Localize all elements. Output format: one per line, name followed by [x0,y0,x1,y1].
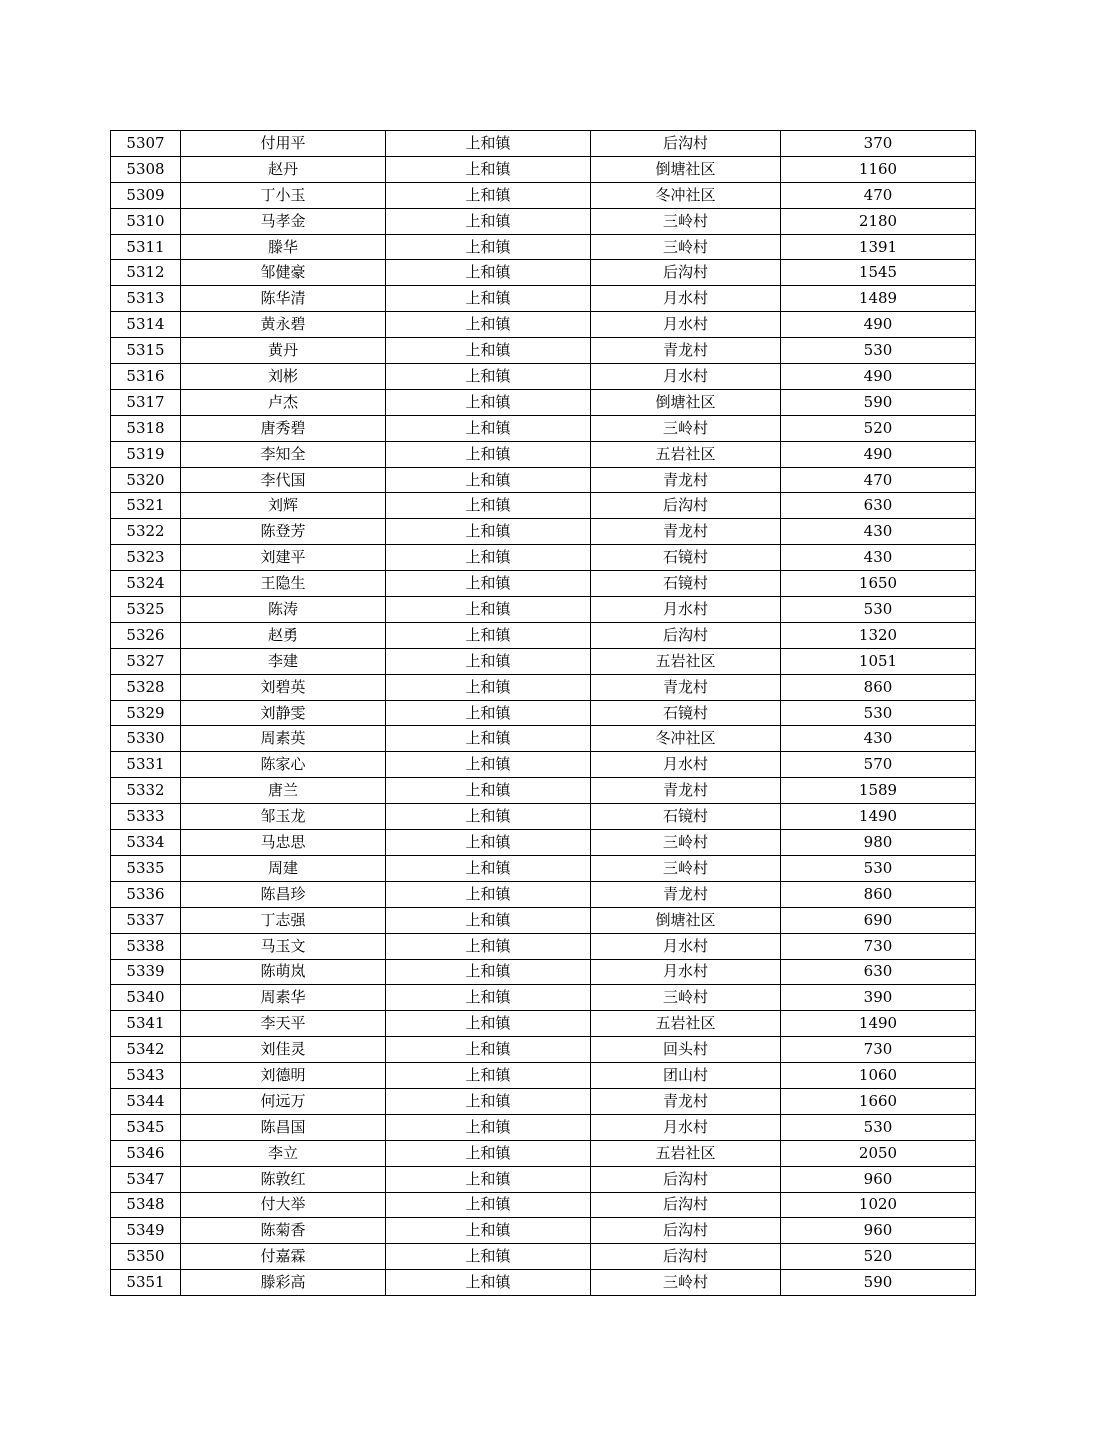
cell-amount: 1490 [781,1011,976,1037]
cell-village: 后沟村 [591,1166,781,1192]
cell-village: 青龙村 [591,881,781,907]
cell-id: 5337 [111,907,181,933]
cell-village: 倒塘社区 [591,156,781,182]
cell-amount: 1545 [781,260,976,286]
cell-village: 五岩社区 [591,1011,781,1037]
cell-amount: 960 [781,1166,976,1192]
cell-town: 上和镇 [386,493,591,519]
cell-amount: 980 [781,830,976,856]
table-row [111,312,976,338]
cell-amount: 730 [781,933,976,959]
cell-village: 三岭村 [591,234,781,260]
cell-village: 三岭村 [591,985,781,1011]
cell-village: 石镜村 [591,545,781,571]
cell-id: 5327 [111,648,181,674]
cell-town: 上和镇 [386,1063,591,1089]
cell-id: 5311 [111,234,181,260]
cell-town: 上和镇 [386,752,591,778]
cell-town: 上和镇 [386,1037,591,1063]
cell-amount: 530 [781,338,976,364]
cell-id: 5342 [111,1037,181,1063]
cell-name: 马孝金 [181,208,386,234]
cell-name: 陈敦红 [181,1166,386,1192]
cell-name: 刘佳灵 [181,1037,386,1063]
table-row [111,182,976,208]
cell-village: 月水村 [591,597,781,623]
cell-village: 倒塘社区 [591,907,781,933]
cell-id: 5324 [111,571,181,597]
cell-name: 何远万 [181,1088,386,1114]
cell-name: 马忠思 [181,830,386,856]
cell-village: 回头村 [591,1037,781,1063]
cell-town: 上和镇 [386,1140,591,1166]
table-row [111,441,976,467]
cell-town: 上和镇 [386,1011,591,1037]
cell-id: 5313 [111,286,181,312]
cell-name: 卢杰 [181,389,386,415]
cell-village: 五岩社区 [591,441,781,467]
cell-village: 青龙村 [591,467,781,493]
table-row [111,1011,976,1037]
cell-name: 邹玉龙 [181,804,386,830]
cell-village: 后沟村 [591,493,781,519]
cell-amount: 590 [781,389,976,415]
cell-town: 上和镇 [386,1218,591,1244]
cell-name: 丁小玉 [181,182,386,208]
cell-amount: 490 [781,364,976,390]
cell-town: 上和镇 [386,804,591,830]
table-row [111,1063,976,1089]
cell-town: 上和镇 [386,441,591,467]
cell-id: 5314 [111,312,181,338]
cell-town: 上和镇 [386,830,591,856]
cell-village: 后沟村 [591,1192,781,1218]
cell-name: 陈登芳 [181,519,386,545]
cell-name: 李立 [181,1140,386,1166]
cell-village: 三岭村 [591,415,781,441]
cell-town: 上和镇 [386,1114,591,1140]
cell-amount: 530 [781,597,976,623]
cell-id: 5348 [111,1192,181,1218]
cell-town: 上和镇 [386,881,591,907]
cell-town: 上和镇 [386,312,591,338]
table-row [111,1166,976,1192]
cell-town: 上和镇 [386,260,591,286]
cell-amount: 630 [781,493,976,519]
cell-amount: 530 [781,1114,976,1140]
cell-id: 5331 [111,752,181,778]
table-row [111,648,976,674]
cell-name: 刘碧英 [181,674,386,700]
table-row [111,389,976,415]
cell-town: 上和镇 [386,1192,591,1218]
cell-name: 陈涛 [181,597,386,623]
cell-town: 上和镇 [386,648,591,674]
cell-id: 5328 [111,674,181,700]
cell-town: 上和镇 [386,1166,591,1192]
cell-amount: 470 [781,182,976,208]
cell-amount: 1490 [781,804,976,830]
table-row [111,881,976,907]
cell-village: 冬冲社区 [591,726,781,752]
cell-name: 刘彬 [181,364,386,390]
table-row [111,985,976,1011]
table-row [111,156,976,182]
cell-name: 黄丹 [181,338,386,364]
table-row [111,1114,976,1140]
document-page [110,130,975,1296]
cell-name: 刘静雯 [181,700,386,726]
cell-id: 5307 [111,131,181,157]
cell-id: 5310 [111,208,181,234]
cell-town: 上和镇 [386,1244,591,1270]
cell-id: 5332 [111,778,181,804]
cell-id: 5321 [111,493,181,519]
cell-town: 上和镇 [386,959,591,985]
cell-village: 三岭村 [591,855,781,881]
table-row [111,415,976,441]
cell-name: 李知全 [181,441,386,467]
cell-village: 月水村 [591,286,781,312]
cell-amount: 860 [781,881,976,907]
cell-id: 5345 [111,1114,181,1140]
cell-name: 唐兰 [181,778,386,804]
cell-name: 唐秀碧 [181,415,386,441]
cell-name: 王隐生 [181,571,386,597]
cell-id: 5316 [111,364,181,390]
cell-id: 5326 [111,622,181,648]
cell-id: 5339 [111,959,181,985]
cell-amount: 430 [781,726,976,752]
cell-amount: 490 [781,441,976,467]
cell-name: 付用平 [181,131,386,157]
cell-town: 上和镇 [386,1270,591,1296]
table-row [111,260,976,286]
cell-village: 团山村 [591,1063,781,1089]
cell-name: 李代国 [181,467,386,493]
cell-town: 上和镇 [386,234,591,260]
cell-village: 月水村 [591,959,781,985]
cell-amount: 1391 [781,234,976,260]
cell-name: 刘辉 [181,493,386,519]
cell-village: 青龙村 [591,338,781,364]
cell-village: 后沟村 [591,260,781,286]
cell-village: 五岩社区 [591,648,781,674]
cell-town: 上和镇 [386,933,591,959]
cell-amount: 590 [781,1270,976,1296]
cell-name: 刘德明 [181,1063,386,1089]
cell-town: 上和镇 [386,364,591,390]
cell-id: 5333 [111,804,181,830]
cell-village: 月水村 [591,364,781,390]
cell-id: 5317 [111,389,181,415]
cell-village: 后沟村 [591,1244,781,1270]
cell-name: 赵勇 [181,622,386,648]
cell-id: 5315 [111,338,181,364]
cell-town: 上和镇 [386,674,591,700]
table-row [111,778,976,804]
table-row [111,907,976,933]
table-row [111,855,976,881]
cell-village: 月水村 [591,312,781,338]
cell-town: 上和镇 [386,700,591,726]
cell-town: 上和镇 [386,131,591,157]
table-row [111,1140,976,1166]
cell-name: 陈萌岚 [181,959,386,985]
table-row [111,1218,976,1244]
cell-amount: 430 [781,545,976,571]
cell-town: 上和镇 [386,208,591,234]
cell-town: 上和镇 [386,545,591,571]
table-row [111,364,976,390]
cell-name: 马玉文 [181,933,386,959]
table-row [111,700,976,726]
table-row [111,804,976,830]
cell-village: 三岭村 [591,830,781,856]
cell-id: 5338 [111,933,181,959]
cell-name: 陈华清 [181,286,386,312]
cell-id: 5319 [111,441,181,467]
cell-name: 黄永碧 [181,312,386,338]
cell-town: 上和镇 [386,389,591,415]
cell-amount: 470 [781,467,976,493]
cell-amount: 630 [781,959,976,985]
cell-name: 滕彩高 [181,1270,386,1296]
table-row [111,1244,976,1270]
cell-amount: 730 [781,1037,976,1063]
cell-name: 陈昌珍 [181,881,386,907]
table-row [111,1037,976,1063]
cell-amount: 1160 [781,156,976,182]
cell-id: 5312 [111,260,181,286]
cell-village: 三岭村 [591,208,781,234]
cell-amount: 1020 [781,1192,976,1218]
cell-id: 5344 [111,1088,181,1114]
cell-amount: 2050 [781,1140,976,1166]
cell-name: 李天平 [181,1011,386,1037]
table-row [111,286,976,312]
cell-town: 上和镇 [386,726,591,752]
table-row [111,959,976,985]
cell-village: 石镜村 [591,804,781,830]
cell-village: 青龙村 [591,519,781,545]
cell-amount: 860 [781,674,976,700]
cell-village: 三岭村 [591,1270,781,1296]
table-row [111,830,976,856]
cell-name: 周素华 [181,985,386,1011]
cell-village: 石镜村 [591,571,781,597]
table-body [111,131,976,1296]
cell-id: 5330 [111,726,181,752]
cell-village: 青龙村 [591,778,781,804]
cell-town: 上和镇 [386,907,591,933]
cell-id: 5318 [111,415,181,441]
table-row [111,752,976,778]
cell-town: 上和镇 [386,571,591,597]
cell-amount: 1051 [781,648,976,674]
cell-village: 石镜村 [591,700,781,726]
cell-village: 后沟村 [591,1218,781,1244]
cell-amount: 2180 [781,208,976,234]
cell-id: 5322 [111,519,181,545]
cell-id: 5346 [111,1140,181,1166]
cell-amount: 430 [781,519,976,545]
cell-id: 5323 [111,545,181,571]
cell-name: 陈菊香 [181,1218,386,1244]
table-row [111,208,976,234]
table-row [111,131,976,157]
cell-name: 刘建平 [181,545,386,571]
cell-id: 5329 [111,700,181,726]
cell-name: 陈昌国 [181,1114,386,1140]
cell-town: 上和镇 [386,778,591,804]
cell-amount: 530 [781,855,976,881]
cell-town: 上和镇 [386,855,591,881]
table-row [111,545,976,571]
cell-id: 5340 [111,985,181,1011]
table-row [111,234,976,260]
cell-id: 5349 [111,1218,181,1244]
table-row [111,1088,976,1114]
cell-village: 倒塘社区 [591,389,781,415]
cell-town: 上和镇 [386,519,591,545]
table-row [111,622,976,648]
cell-town: 上和镇 [386,338,591,364]
cell-village: 月水村 [591,933,781,959]
cell-name: 周建 [181,855,386,881]
cell-town: 上和镇 [386,415,591,441]
cell-town: 上和镇 [386,467,591,493]
cell-name: 付大举 [181,1192,386,1218]
table-row [111,519,976,545]
cell-town: 上和镇 [386,622,591,648]
table-row [111,493,976,519]
cell-amount: 570 [781,752,976,778]
cell-id: 5335 [111,855,181,881]
table-row [111,467,976,493]
cell-amount: 1320 [781,622,976,648]
cell-name: 陈家心 [181,752,386,778]
table-row [111,1270,976,1296]
cell-id: 5350 [111,1244,181,1270]
cell-town: 上和镇 [386,156,591,182]
table-row [111,597,976,623]
cell-amount: 1060 [781,1063,976,1089]
cell-id: 5343 [111,1063,181,1089]
cell-amount: 530 [781,700,976,726]
cell-name: 邹健豪 [181,260,386,286]
cell-amount: 1660 [781,1088,976,1114]
table-row [111,571,976,597]
cell-town: 上和镇 [386,286,591,312]
cell-town: 上和镇 [386,182,591,208]
cell-village: 青龙村 [591,674,781,700]
cell-amount: 1650 [781,571,976,597]
cell-village: 冬冲社区 [591,182,781,208]
cell-name: 周素英 [181,726,386,752]
cell-id: 5325 [111,597,181,623]
cell-amount: 690 [781,907,976,933]
cell-amount: 370 [781,131,976,157]
cell-village: 后沟村 [591,131,781,157]
cell-id: 5341 [111,1011,181,1037]
cell-id: 5336 [111,881,181,907]
cell-id: 5320 [111,467,181,493]
table-row [111,726,976,752]
cell-id: 5351 [111,1270,181,1296]
cell-village: 后沟村 [591,622,781,648]
cell-town: 上和镇 [386,985,591,1011]
cell-amount: 390 [781,985,976,1011]
cell-amount: 1489 [781,286,976,312]
cell-amount: 490 [781,312,976,338]
cell-id: 5347 [111,1166,181,1192]
cell-village: 月水村 [591,752,781,778]
cell-amount: 960 [781,1218,976,1244]
cell-id: 5334 [111,830,181,856]
table-row [111,1192,976,1218]
cell-name: 赵丹 [181,156,386,182]
cell-id: 5308 [111,156,181,182]
data-table [110,130,976,1296]
table-row [111,338,976,364]
table-row [111,933,976,959]
cell-town: 上和镇 [386,1088,591,1114]
cell-village: 五岩社区 [591,1140,781,1166]
cell-name: 付嘉霖 [181,1244,386,1270]
cell-name: 滕华 [181,234,386,260]
table-row [111,674,976,700]
cell-village: 月水村 [591,1114,781,1140]
cell-amount: 1589 [781,778,976,804]
cell-village: 青龙村 [591,1088,781,1114]
cell-town: 上和镇 [386,597,591,623]
cell-amount: 520 [781,415,976,441]
cell-amount: 520 [781,1244,976,1270]
cell-name: 李建 [181,648,386,674]
cell-name: 丁志强 [181,907,386,933]
cell-id: 5309 [111,182,181,208]
